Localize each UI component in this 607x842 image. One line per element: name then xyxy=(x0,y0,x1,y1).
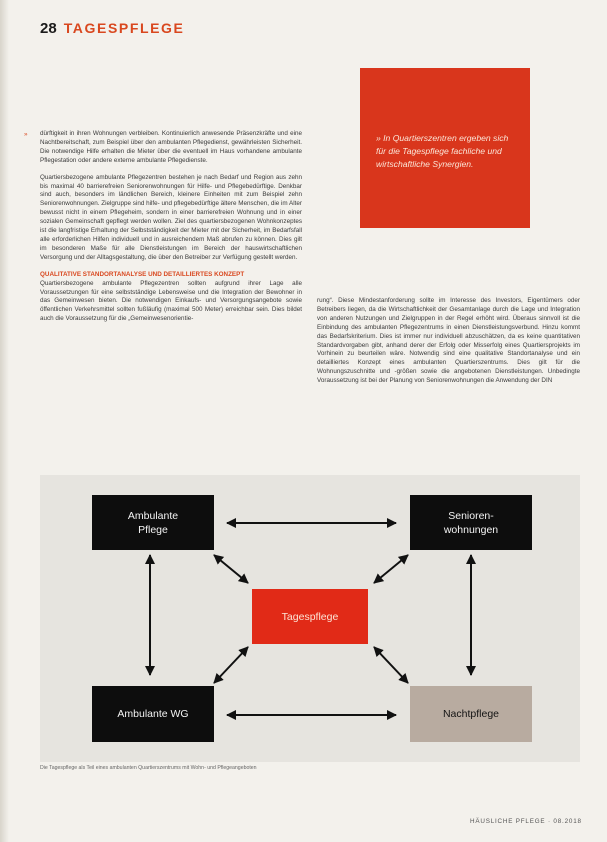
node-seniorenwohnungen: Senioren- wohnungen xyxy=(410,495,532,550)
left-column xyxy=(40,130,302,332)
pull-quote-text: » In Quartierszentren ergeben sich für die Tagespflege fachliche und wirtschaftliche Synergien. xyxy=(376,133,509,170)
diagram-caption: Die Tagespflege als Teil eines ambulanten Quartierszentrums mit Wohn- und Pflegeangeboten xyxy=(40,765,257,771)
body-paragraph: Quartiersbezogene ambulante Pflegezentren sollten aufgrund ihrer Lage alle Voraussetzungen für eine selbstständige Lebensweise und die Integration der Bewohner in das Gemeinwesen bieten. Die notwendigen Einkaufs- und Versorgungsangebote sowie öffentlichen Verkehrsmittel sollten fußläufig (maximal 500 Meter) erreichbar sein. Dies bildet auch die Voraussetzung für die „Gemeinwesenorientie- xyxy=(40,279,302,323)
pull-quote xyxy=(360,68,530,228)
arrow-senioren-tagespflege xyxy=(374,555,408,583)
page-header xyxy=(40,20,184,37)
arrow-pflege-tagespflege xyxy=(214,555,248,583)
body-paragraph: rung“. Diese Mindestanforderung sollte im Interesse des Investors, Eigentümers oder Betreibers liegen, da die Wirtschaftlichkeit der Gesamtanlage durch die Lage und Integration von anderen Nutzungen und Zielgruppen in der Regel erhöht wird. Überaus sinnvoll ist die Einbindung des ambulanten Pflegezentrums in einen Dienstleistungsverbund. Hinzu kommt das Bedarfskriterium. Dies ist immer nur individuell abzuschätzen, da es keine quantitativen Standardvorgaben gibt, anhand derer der Erfolg oder Misserfolg eines Quartiersprojekts im Vorhinein zu beurteilen wäre. Notwendig sind eine qualitative Standortanalyse und ein detailliertes Konzept eines ambulanten Quartierszentrums. Dies gilt für die Wohnungszuschnitte und -größen sowie die angebotenen Dienstleistungen. Unbedingte Voraussetzung ist bei der Planung von Seniorenwohnungen die Anwendung der DIN xyxy=(317,297,580,385)
body-paragraph: Quartiersbezogene ambulante Pflegezentren bestehen je nach Bedarf und Region aus zehn bis maximal 40 barrierefreien Seniorenwohnungen für Hilfe- und Pflegebedürftige. Denkbar sind auch, besonders im ländlichen Bereich, kleinere Einheiten mit zum Beispiel zehn Seniorenwohnungen. Zielgruppe sind hilfe- und pflegebedürftige ältere Menschen, die im Alter bewusst nicht in einem Pflegeheim, sondern in einer barrierefreien Wohnung und in einer sozialen Gemeinschaft gepflegt werden wollen. Ziel des quartiersbezogenen Wohnkonzeptes ist die langfristige Erhaltung der Selbstständigkeit der Mieter mit der Sicherheit, im Bedarfsfall alle erforderlichen Hilfen individuell und in ausreichendem Maß abrufen zu können. Dies gilt im besonderen Maße für alle Dienstleistungen im Bereich der hauswirtschaftlichen Versorgung und der Alltagsgestaltung, die über den Betreiber zur Verfügung gestellt werden. xyxy=(40,173,302,261)
arrow-wg-tagespflege xyxy=(214,647,248,683)
node-ambulante-wg: Ambulante WG xyxy=(92,686,214,742)
page-number: 28 xyxy=(40,20,57,37)
page-edge-shadow xyxy=(0,0,9,842)
page-footer: HÄUSLICHE PFLEGE · 08.2018 xyxy=(470,818,582,825)
care-network-diagram xyxy=(40,475,580,762)
node-nachtpflege: Nachtpflege xyxy=(410,686,532,742)
subheading: QUALITATIVE STANDORTANALYSE UND DETAILLIERTES KONZEPT xyxy=(40,270,245,278)
node-ambulante-pflege: Ambulante Pflege xyxy=(92,495,214,550)
section-title: TAGESPFLEGE xyxy=(63,20,185,36)
node-tagespflege: Tagespflege xyxy=(252,589,368,644)
right-column xyxy=(317,297,580,394)
body-paragraph: dürftigkeit in ihren Wohnungen verbleiben. Kontinuierlich anwesende Präsenzkräfte und eine Nachtbereitschaft, zum Beispiel über den ambulanten Pflegedienst, gewährleisten Sicherheit. Die notwendige Hilfe erhalten die Mieter über die eventuell im Haus vorhandene ambulante Pflegestation oder andere externe ambulante Pflegedienste. xyxy=(40,130,302,164)
arrow-nachtpflege-tagespflege xyxy=(374,647,408,683)
continuation-mark: » xyxy=(24,131,28,138)
